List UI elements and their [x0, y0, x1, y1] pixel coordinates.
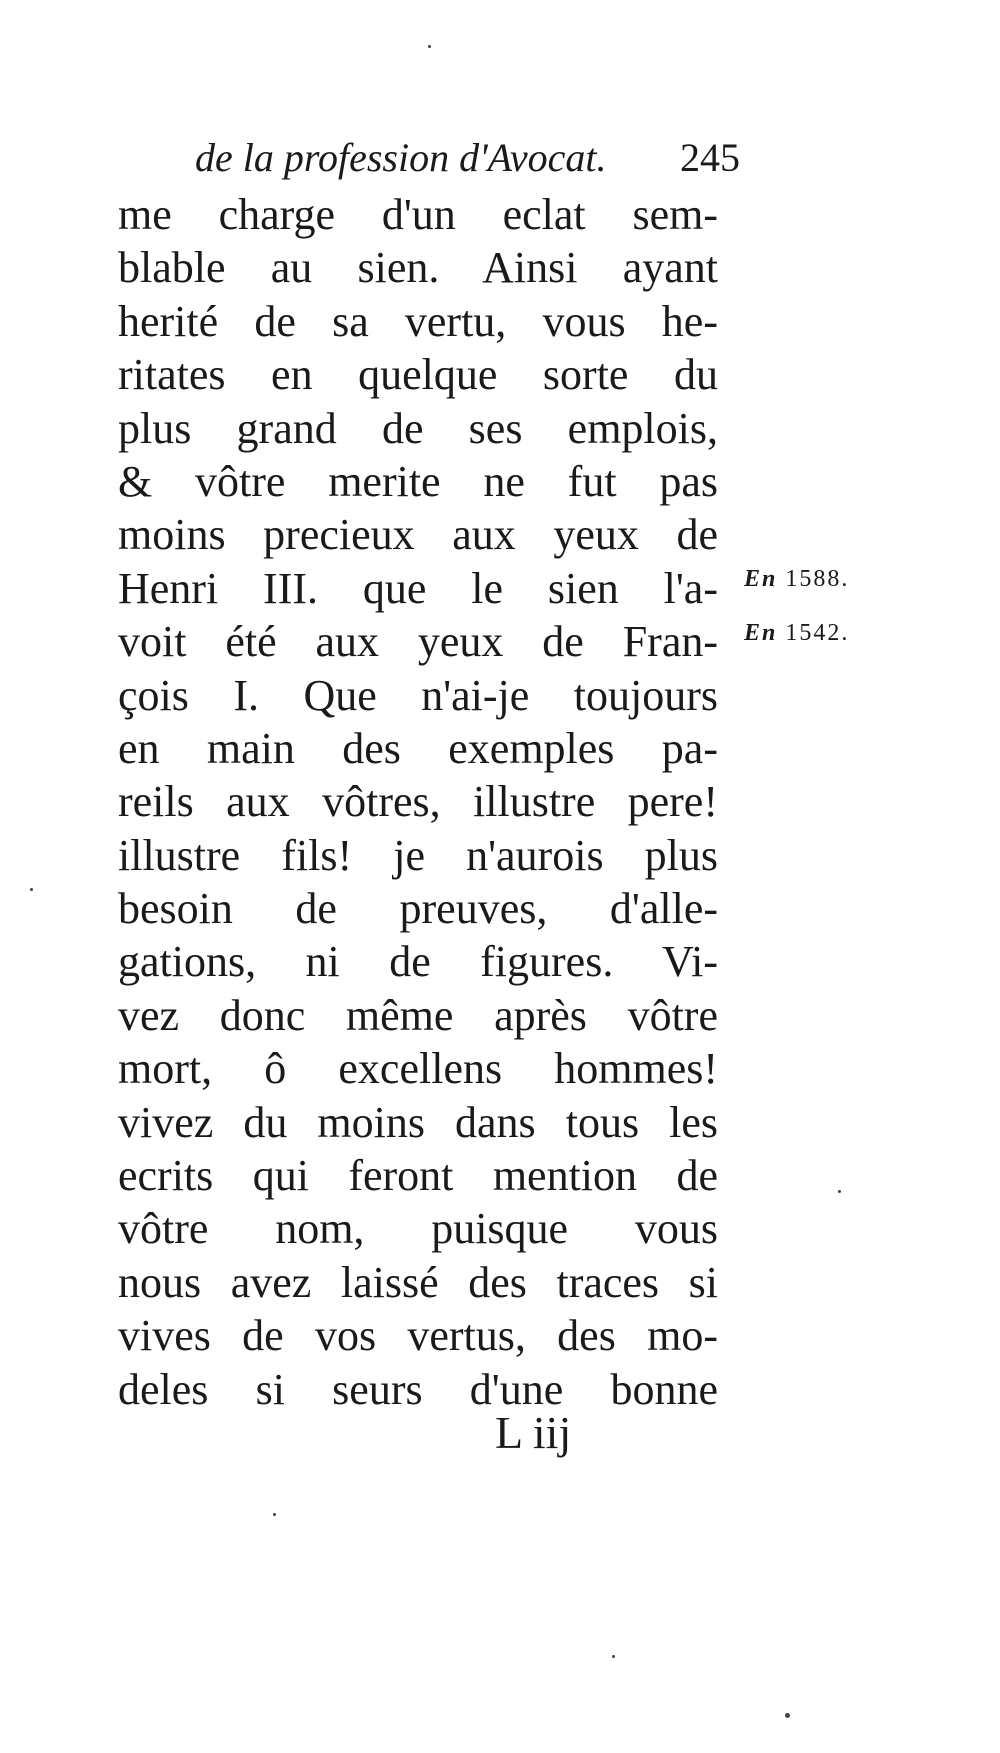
text-line: gations, ni de figures. Vi-	[118, 937, 718, 987]
text-line: çois I. Que n'ai-je toujours	[118, 670, 718, 720]
margin-note-year: 1542.	[785, 620, 850, 646]
text-line: blable au sien. Ainsi ayant	[118, 243, 718, 293]
text-line: vôtre nom, puisque vous	[118, 1204, 718, 1254]
paper-speck	[30, 888, 33, 891]
page-number: 245	[680, 135, 740, 180]
text-line: voit été aux yeux de Fran-	[118, 617, 718, 667]
text-line: plus grand de ses emplois,	[118, 403, 718, 453]
text-line: vez donc même après vôtre	[118, 990, 718, 1040]
text-line: ecrits qui feront mention de	[118, 1151, 718, 1201]
text-line: reils aux vôtres, illustre pere!	[118, 777, 718, 827]
text-line: me charge d'un eclat sem-	[118, 190, 718, 239]
margin-note-prefix: En	[744, 566, 778, 592]
running-head-title: de la profession d'Avocat.	[195, 135, 607, 180]
text-line: deles si seurs d'une bonne	[118, 1364, 718, 1414]
margin-note	[744, 620, 849, 647]
text-line: Henri III. que le sien l'a-	[118, 563, 718, 613]
signature-mark: L iij	[495, 1407, 572, 1458]
text-line: en main des exemples pa-	[118, 723, 718, 773]
body-text	[118, 188, 718, 1416]
paper-speck	[785, 1713, 790, 1718]
text-line: vivez du moins dans tous les	[118, 1097, 718, 1147]
text-line: illustre fils! je n'aurois plus	[118, 830, 718, 880]
margin-note-prefix: En	[744, 620, 778, 646]
text-line: vives de vos vertus, des mo-	[118, 1311, 718, 1361]
text-line: & vôtre merite ne fut pas	[118, 456, 718, 506]
margin-note	[744, 566, 849, 593]
text-line: ritates en quelque sorte du	[118, 350, 718, 400]
paper-speck	[838, 1190, 841, 1193]
margin-note-year: 1588.	[785, 566, 850, 592]
text-line: nous avez laissé des traces si	[118, 1257, 718, 1307]
paper-speck	[612, 1655, 615, 1658]
paper-speck	[273, 1513, 276, 1516]
text-line: besoin de preuves, d'alle-	[118, 884, 718, 934]
text-line: moins precieux aux yeux de	[118, 510, 718, 560]
running-head	[195, 128, 740, 188]
paper-speck	[428, 45, 431, 48]
text-line: mort, ô excellens hommes!	[118, 1044, 718, 1094]
text-line: herité de sa vertu, vous he-	[118, 296, 718, 346]
